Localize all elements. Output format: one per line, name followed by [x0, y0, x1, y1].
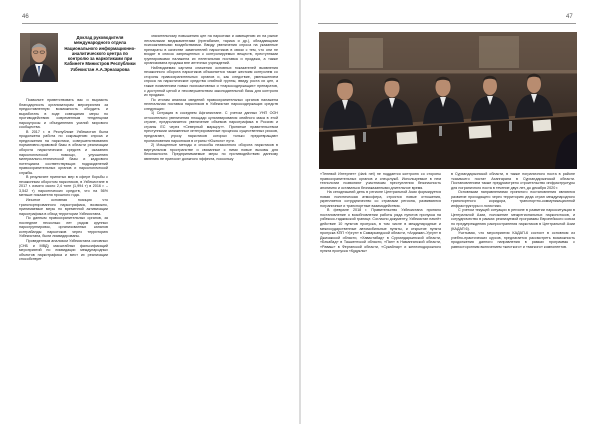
paragraph: в Сурхандарьинской области, в также пограничного поста в районе «казачьего поста» Ахангарана в Сурхандарьинской области. Постановлением также предусмотрено строительство инфраструктуры для пограничного поста в течение двух лет, до декабря 2020 г.	[451, 172, 575, 190]
paragraph: Позвольте приветствовать вас и выразить благодарность организаторам мероприятия за предоставленную возможность обсудить и выработать в ходе совещания меры по противодействию современным тенденциям наркоугрозы и объединению усилий мирового сообщества.	[19, 98, 108, 130]
right-page-column-1	[320, 172, 441, 401]
paragraph: 2) Изъщенные методы и способы незаконного оборота наркотиков в виртуальном пространстве и связанные с ними новые вызовы для безопасности. Предпринимаемые меры по противодействию данному явлению не приносят должного эффекта, поскольку	[144, 143, 278, 161]
paragraph: В феврале 2018 г. Правительство Узбекистана приняло постановление о возобновлении работы ряда пунктов пропуска на узбекско-таджикской границе. Согласно документу, Узбекистан начнёт действие 10 пунктов пропуска, в том числе в международные и межгосударственные автомобильные пункты, и открытие пункта пропуска КПП «Ургуп» в Самаркандской области, «Андижан–Ургуп» в Джизакской области, «Хавастабад» в Сурхандарьинской области, «Бекабад» в Ташкентской области, «Пап» в Наманганской области, «Раваш» в Ферганской области, «Сукайлар» и железнодорожного пункта пропуска «Кудуклы»	[320, 208, 441, 254]
paragraph: На сегодняшний день в регионе Центральной Азии формируется новая политическая атмосфера, строятся новые отношения, укрепляется сотрудничество со странами региона, развиваются пограничные и транспортные взаимодействия.	[320, 190, 441, 208]
paragraph: С учетом текущей ситуации в регионе в развитии наркоситуации в Центральной Азии, положение межрегиональных наркопотоков, и сотрудничество в рамках реализуемой программы Европейского союза по предупреждению распространения наркотиков в Центральной Азии (КАДАП 6).	[451, 208, 575, 231]
paragraph: Основными направлениями принятого постановления являются развитие проходящего через территорию деда стран международного транспортного коридора, транспортно-коммуникационной инфраструктуры и логистики.	[451, 190, 575, 208]
paragraph: Проведенным анализом Узбекистана основных (СНБ и МВД) масштабных фальсификаций мероприятий по ликвидации международных объектов наркотрафика и мест их реализации способствует	[19, 238, 108, 262]
paragraph: Наблюдаемая картина снижения основных показателей выявления незаконного оборота наркотиков объясняется также жестким контролем со стороны правоохранительных органов и, как следствие, уменьшением спроса на наркотические средства опийной группы, ввиду роста их цен, а также появлением новых психоактивных и «наркосодержащих» препаратов, с доступной ценой и несовершенством законодательной базы для контроля их продажи.	[144, 65, 278, 98]
paragraph: значительному повышению цен на наркотики и замещению их на рынке легальными медикаментами (прегабалин, тарика и др.), обладающими психоактивными воздействиями. Ввиду увеличения спроса на указанные препараты в качестве заменителей наркотиков в связи с тем, что они не входят в список запрещенных к контролируемых веществ, преступными группировками налажена их нелегальная поставка и продажа, а также организована продажа вне аптечных учреждений.	[144, 34, 278, 66]
meeting-photo	[319, 32, 577, 169]
speaker-portrait	[20, 33, 58, 82]
left-header-rule	[22, 23, 278, 24]
paragraph: В 2017 г. в Республике Узбекистан была продолжена работа по сокращению спроса и предложения на наркотики, совершенствованию нормативно-правовой базы в области реализации оборота наркотических средств и оказанию наркологической помощи, улучшению материально-технической базы и кадрового потенциала соответствующих подразделений правоохранительных органов и наркологической службы.	[19, 129, 108, 175]
left-page-column-2	[144, 34, 278, 401]
book-gutter	[299, 0, 301, 424]
left-page-column-1	[19, 98, 108, 401]
right-page-number: 47	[566, 14, 573, 20]
paragraph: По данным правоохранительных органов, за последние несколько лет рядом крупных наркогруппировок, организованных каналов контрабанды наркотиков через территорию Узбекистана, были ликвидированы.	[19, 216, 108, 239]
left-page-number: 46	[22, 14, 29, 20]
speaker-caption: Доклад руководителя международного отдела Национального информационно-аналитического центра по контролю за наркотиками при Кабинете Министров Республики Узбекистан А.А.Эрназарова	[64, 35, 136, 72]
paragraph: 1) Ситуация в соседнем Афганистане. С учетом данных УНП ООН относительно увеличения площади культивирования опийного мака в этой стране, предполагается увеличение объемов наркотрафика в Россию и страны ЕС через «Северный маршрут». Принятые правительством преступными заниженные интегрированные процессы существенных рисков, предлагают, угрозу наркотиков которых только предотвращают проникновения наркотиков в страны «Южного» пути.	[144, 111, 278, 143]
paragraph: По итогам анализа сведений правоохранительных органов налажена нелегальная поставка наркотиков в Узбекистан наркосодержащих средств следующих:	[144, 97, 278, 111]
paragraph: Изъятое основная позиция что транспортированного наркотрафика, возможно, принимаемые меры по временной активизации наркотрафика в обход территории Узбекистана.	[19, 198, 108, 216]
paragraph: Учитывая, что мероприятия КАДАП-6 состоит в основном из учебно-практических курсов, предлагается рассмотреть возможность продолжения данного направления в рамках программы с равносторонним включением «жесткого» и «мягкого» компонентов.	[451, 231, 575, 249]
right-header-rule	[318, 23, 576, 24]
right-page-column-2	[451, 172, 575, 401]
paragraph: «Теневой Интернет» (dark net) не поддается контролю со стороны правоохранительных органов и спецслужб. Используемые в нем технологии позволяют участникам преступления безопасность анонимно и оставаться безнаказанными длительное время.	[320, 172, 441, 190]
paragraph: В результате принятых мер в сфере борьбы с незаконным оборотом наркотиков, в Узбекистане в 2017 г. изъято около 2,4 тонн (1,994 т) в 2016 г. – 3,542 т) наркотических средств, что на 56% меньше показателя прошлого года.	[19, 175, 108, 198]
